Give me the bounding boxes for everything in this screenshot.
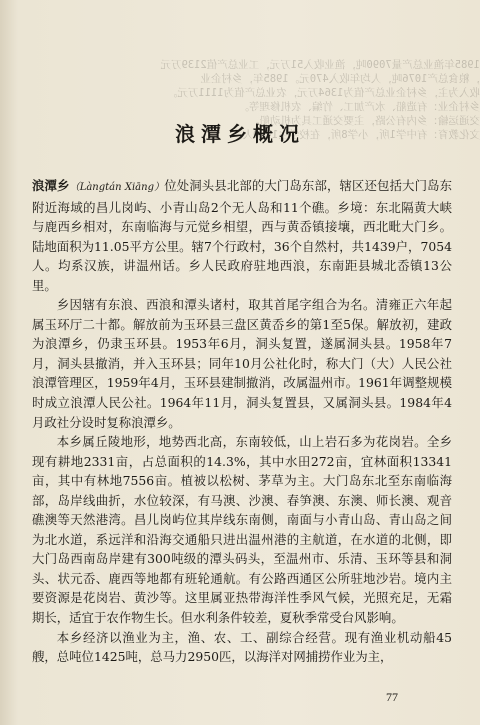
paragraph-history: 乡因辖有东浪、西浪和潭头诸村，取其首尾字组合为名。清雍正六年起属玉环厅二十都。解放前为玉环县三盘区黄岙乡的第1至5保。解放初，建政为浪潭乡，仍隶玉环县。1953年6月，洞头复置，遂属洞头县。1958年7月，洞头县撤消，并入玉环县；同年10月公社化时，称大门（大）人民公社浪潭管理区，1959年4月，玉环县建制撤消，改属温州市。1961年调整规模时成立浪潭人民公社。1964年11月，洞头复置县，又属洞头县。1984年4月政社分设时复称浪潭乡。: [32, 297, 452, 430]
paragraph-intro: [32, 176, 452, 295]
romanized-name: （Làngtán Xiāng）: [69, 182, 165, 193]
paragraph-geography: 本乡属丘陵地形，地势西北高，东南较低，山上岩石多为花岗岩。全乡现有耕地2331亩，占总面积的14.3%，其中水田272亩，宜林面积13341亩，其中有林地7556亩。植被以松树、茅草为主。大门岛东北至东南临海部，岛岸线曲折，水位较深，有马澳、沙澳、春笋澳、东澳、师长澳、观音礁澳等天然港湾。昌儿岗屿位其岸线东南侧，南面与小青山岛、青山岛之间为北水道，系远洋和沿海交通船只进出温州港的主航道，在水道的北侧，即大门岛西南岛岸建有300吨级的潭头码头，至温州市、乐清、玉环等县和洞头、状元岙、鹿西等地都有班轮通航。有公路西通区公所驻地沙岩。境内主要资源是花岗岩、黄沙等。这里属亚热带海洋性季风气候，光照充足，无霜期长，适宜于农作物生长。但水利条件较差，夏秋季常受台风影响。: [32, 434, 452, 626]
bleed-line: 收入为主，乡村企业总产值为1364万元，农业总产值为1111万元。: [166, 87, 480, 99]
headword: 浪潭乡: [32, 178, 70, 193]
bleed-line: 1985年渔业总产量7090吨，渔业收入51万元，工业总产值2139万元: [160, 59, 480, 71]
paragraph-economy: 本乡经济以渔业为主，渔、农、工、副综合经营。现有渔业机动船45艘，总吨位1425吨，总马力2950匹，以海洋对网捕捞作业为主，: [32, 629, 452, 665]
paragraph-text: 位处洞头县北部的大门岛东部，辖区还包括大门岛东附近海域的昌儿岗屿、小青山岛2个无人岛和11个礁。乡境：东北隔黄大峡与鹿西乡相对，东南临海与元觉乡相望，西与黄岙镇接壤，西北毗大门乡。陆地面积为11.05平方公里。辖7个行政村，36个自然村，共1439户，7054人。均系汉族，讲温州话。乡人民政府驻地西浪，东南距县城北岙镇13公里。: [32, 178, 453, 293]
page-title: 浪潭乡概况: [175, 122, 305, 146]
bleed-line: 文化教育：有中学1所，小学8所，在校学生1700人。: [232, 129, 480, 141]
article-body: [32, 176, 452, 667]
page-number: 77: [386, 690, 398, 704]
bleed-line: 交通运输：乡内有公路，主要交通工具为机动船。: [249, 115, 480, 127]
bleed-line: ，粮食总产1076吨，人均年收入470元。1985年，乡村企业: [200, 73, 480, 85]
bleed-through-text: [70, 58, 480, 170]
bleed-line: 乡村企业：有造船、水产加工、竹编、农机修理等。: [238, 101, 480, 113]
